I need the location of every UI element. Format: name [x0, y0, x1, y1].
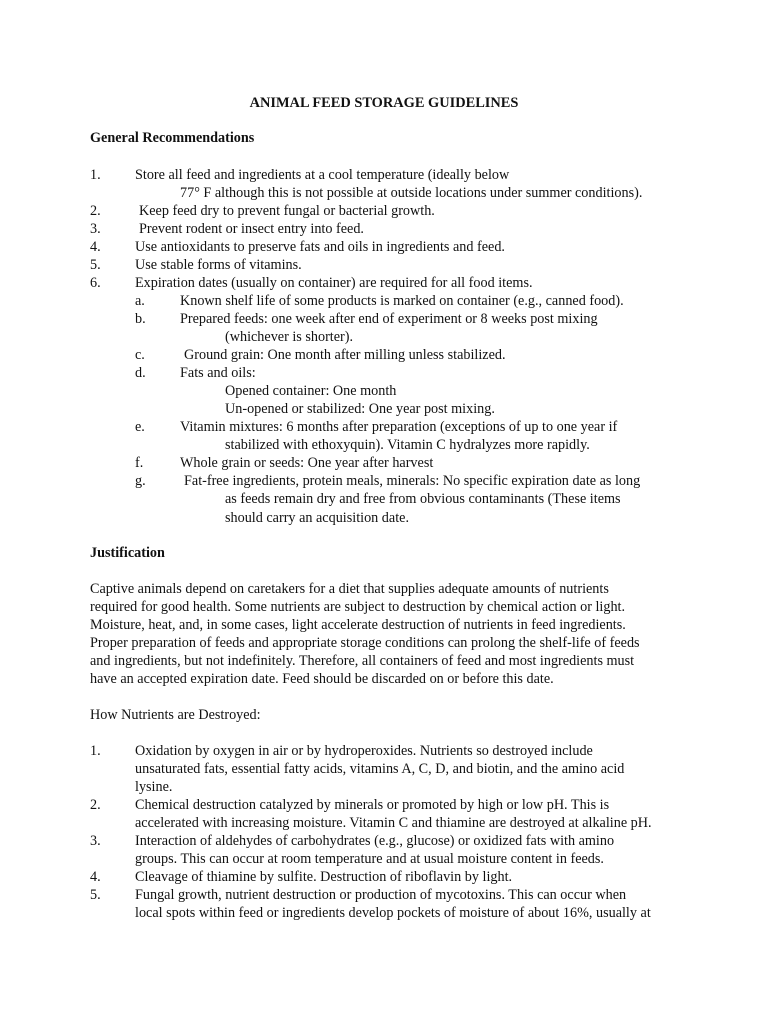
destruction-5-line-2: local spots within feed or ingredients develop pockets of moisture of about 16%, usually at	[135, 905, 651, 921]
justification-line-2: required for good health. Some nutrients are subject to destruction by chemical action or light.	[90, 599, 626, 615]
subitem-f-letter: f.	[135, 455, 144, 471]
subitem-e-line-1: Vitamin mixtures: 6 months after preparation (exceptions of up to one year if	[180, 419, 618, 435]
recommendation-6-number: 6.	[90, 275, 101, 291]
destruction-2-line-2: accelerated with increasing moisture. Vitamin C and thiamine are destroyed at alkaline pH.	[135, 815, 652, 831]
destruction-4-line-1: Cleavage of thiamine by sulfite. Destruction of riboflavin by light.	[135, 869, 513, 885]
recommendation-4-line-1: Use antioxidants to preserve fats and oils in ingredients and feed.	[135, 239, 505, 255]
subitem-g-line-3: should carry an acquisition date.	[225, 510, 409, 526]
destruction-5-line-1: Fungal growth, nutrient destruction or production of mycotoxins. This can occur when	[135, 887, 627, 903]
page-title: ANIMAL FEED STORAGE GUIDELINES	[249, 95, 519, 111]
recommendation-6-line-1: Expiration dates (usually on container) are required for all food items.	[135, 275, 533, 291]
justification-line-4: Proper preparation of feeds and appropriate storage conditions can prolong the shelf-life of feeds	[90, 635, 640, 651]
destruction-3-number: 3.	[90, 833, 101, 849]
destruction-5-number: 5.	[90, 887, 101, 903]
subitem-b-line-1: Prepared feeds: one week after end of experiment or 8 weeks post mixing	[180, 311, 598, 327]
subitem-e-letter: e.	[135, 419, 145, 435]
subitem-b-line-2: (whichever is shorter).	[225, 329, 354, 345]
subitem-c-line-1: Ground grain: One month after milling unless stabilized.	[184, 347, 506, 363]
recommendation-2-number: 2.	[90, 203, 101, 219]
subitem-f-line-1: Whole grain or seeds: One year after harvest	[180, 455, 434, 471]
recommendation-3-number: 3.	[90, 221, 101, 237]
subitem-g-line-2: as feeds remain dry and free from obvious contaminants (These items	[225, 491, 621, 507]
subitem-g-line-1: Fat-free ingredients, protein meals, minerals: No specific expiration date as long	[184, 473, 641, 489]
subitem-a-line-1: Known shelf life of some products is marked on container (e.g., canned food).	[180, 293, 624, 309]
subitem-d-line-3: Un-opened or stabilized: One year post mixing.	[225, 401, 495, 417]
justification-line-6: have an accepted expiration date. Feed should be discarded on or before this date.	[90, 671, 554, 687]
subitem-d-line-1: Fats and oils:	[180, 365, 256, 381]
destruction-1-line-1: Oxidation by oxygen in air or by hydroperoxides. Nutrients so destroyed include	[135, 743, 593, 759]
subitem-b-letter: b.	[135, 311, 146, 327]
destruction-2-line-1: Chemical destruction catalyzed by minerals or promoted by high or low pH. This is	[135, 797, 610, 813]
recommendation-1-line-1: Store all feed and ingredients at a cool temperature (ideally below	[135, 167, 510, 183]
nutrients-destroyed-heading: How Nutrients are Destroyed:	[90, 707, 261, 723]
destruction-1-number: 1.	[90, 743, 101, 759]
justification-line-3: Moisture, heat, and, in some cases, light accelerate destruction of nutrients in feed ingredients.	[90, 617, 626, 633]
justification-line-1: Captive animals depend on caretakers for a diet that supplies adequate amounts of nutrients	[90, 581, 609, 597]
subitem-e-line-2: stabilized with ethoxyquin). Vitamin C hydralyzes more rapidly.	[225, 437, 590, 453]
subitem-c-letter: c.	[135, 347, 145, 363]
destruction-4-number: 4.	[90, 869, 101, 885]
recommendation-2-line-1: Keep feed dry to prevent fungal or bacterial growth.	[139, 203, 435, 219]
recommendation-5-number: 5.	[90, 257, 101, 273]
destruction-1-line-2: unsaturated fats, essential fatty acids, vitamins A, C, D, and biotin, and the amino acid	[135, 761, 625, 777]
destruction-3-line-1: Interaction of aldehydes of carbohydrates (e.g., glucose) or oxidized fats with amino	[135, 833, 615, 849]
subitem-a-letter: a.	[135, 293, 145, 309]
destruction-2-number: 2.	[90, 797, 101, 813]
destruction-3-line-2: groups. This can occur at room temperature and at usual moisture content in feeds.	[135, 851, 604, 867]
destruction-1-line-3: lysine.	[135, 779, 173, 795]
subitem-d-letter: d.	[135, 365, 146, 381]
subitem-d-line-2: Opened container: One month	[225, 383, 397, 399]
recommendation-4-number: 4.	[90, 239, 101, 255]
recommendation-3-line-1: Prevent rodent or insect entry into feed.	[139, 221, 364, 237]
recommendation-1-line-2: 77° F although this is not possible at outside locations under summer conditions).	[180, 185, 643, 201]
subitem-g-letter: g.	[135, 473, 146, 489]
recommendation-1-number: 1.	[90, 167, 101, 183]
justification-heading: Justification	[90, 545, 165, 561]
general-recommendations-heading: General Recommendations	[90, 130, 255, 146]
recommendation-5-line-1: Use stable forms of vitamins.	[135, 257, 302, 273]
justification-line-5: and ingredients, but not indefinitely. Therefore, all containers of feed and most ingredients must	[90, 653, 635, 669]
